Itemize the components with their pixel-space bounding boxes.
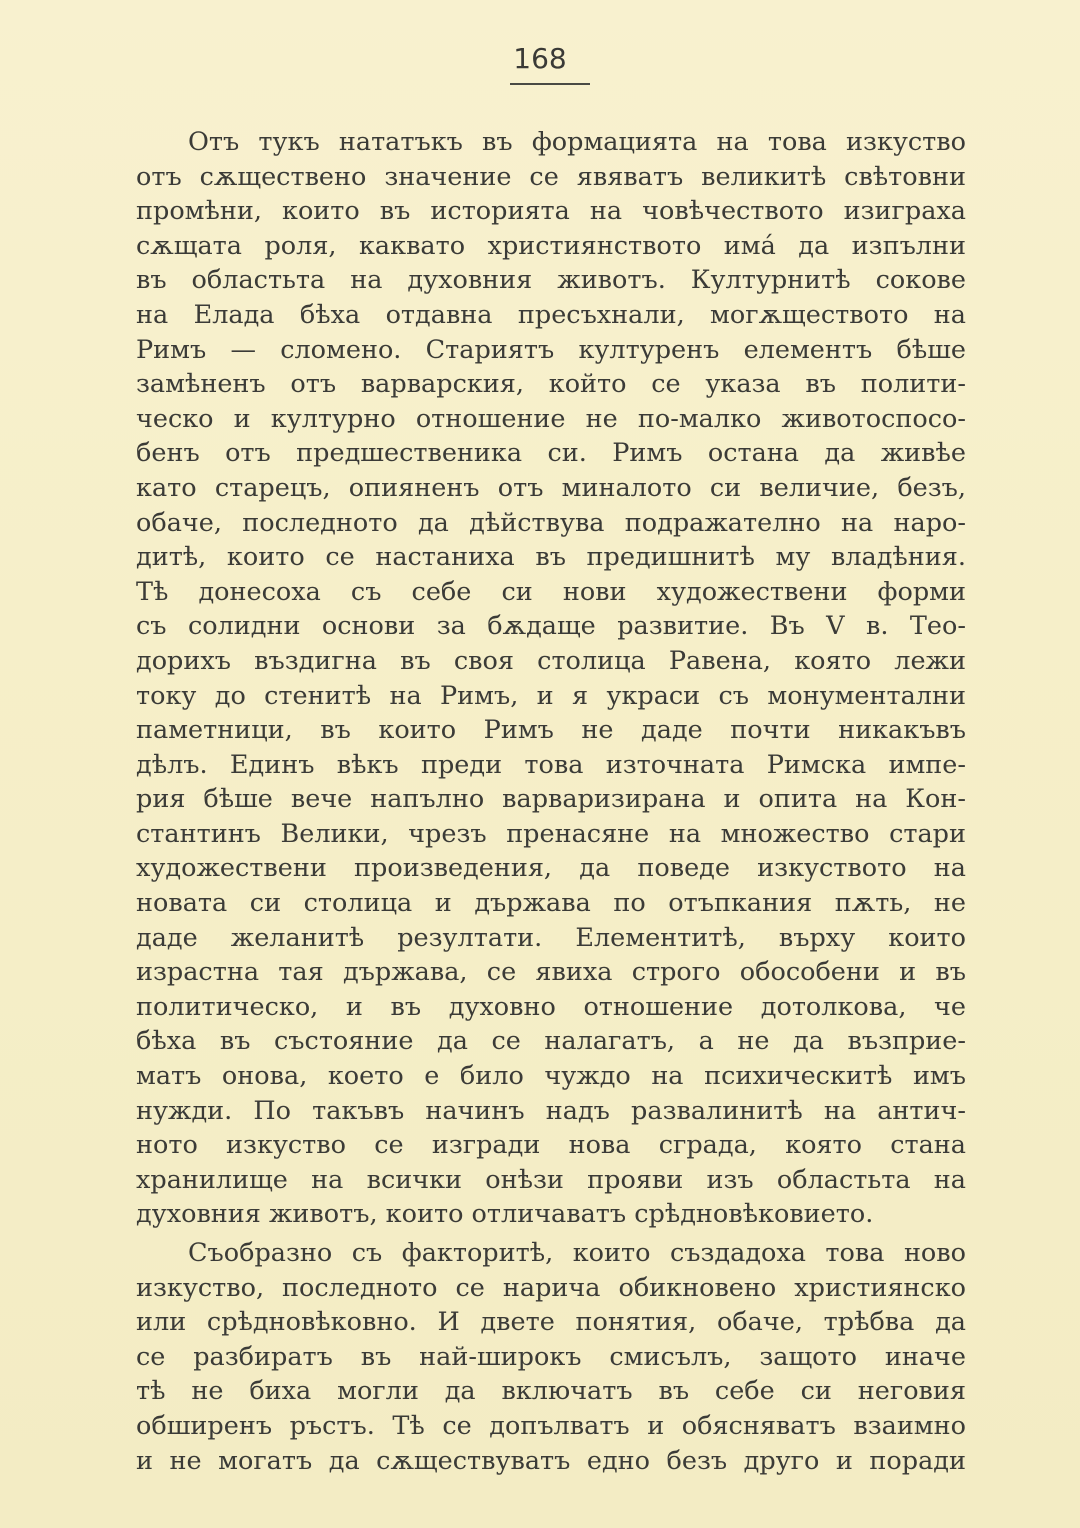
text-line: изкуство, последното се нарича обикновено християнско: [136, 1272, 966, 1303]
text-line: Тѣ донесоха съ себе си нови художествени форми: [136, 576, 966, 607]
text-line: матъ онова, което е било чуждо на психическитѣ имъ: [136, 1061, 966, 1092]
text-line: ното изкуство се изгради нова сграда, която стана: [136, 1130, 966, 1161]
text-line: хранилище на всички онѣзи прояви изъ областьта на: [136, 1164, 966, 1195]
text-line: бенъ отъ предшественика си. Римъ остана да живѣе: [136, 438, 966, 469]
text-line: дѣлъ. Единъ вѣкъ преди това източната Римска импе-: [136, 749, 966, 780]
text-line: духовния животъ, които отличаватъ срѣдновѣковието.: [136, 1199, 874, 1230]
text-line: замѣненъ отъ варварския, който се указа въ полити-: [136, 369, 966, 400]
body-text: [136, 125, 966, 1478]
text-line: новата си столица и държава по отъпкания пѫть, не: [136, 888, 966, 919]
text-line: съ солидни основи за бѫдаще развитие. Въ V в. Тео-: [136, 611, 966, 642]
paragraph-1: [136, 125, 966, 1232]
page-number: 168: [513, 42, 567, 75]
text-line: Съобразно съ факторитѣ, които създадоха това ново: [188, 1238, 966, 1268]
text-line: като старецъ, опияненъ отъ миналото си величие, безъ,: [136, 472, 966, 503]
text-line: промѣни, които въ историята на човѣчеството изиграха: [136, 196, 966, 227]
text-line: ческо и културно отношение не по-малко животоспосо-: [136, 403, 966, 434]
text-line: стантинъ Велики, чрезъ пренасяне на множество стари: [136, 818, 966, 849]
text-line: обаче, последното да дѣйствува подражателно на наро-: [136, 507, 966, 538]
text-line: даде желанитѣ резултати. Елементитѣ, върху които: [136, 922, 966, 953]
text-line: току до стенитѣ на Римъ, и я украси съ монументални: [136, 680, 966, 711]
text-line: се разбиратъ въ най-широкъ смисълъ, защото иначе: [136, 1341, 966, 1372]
text-line: въ областьта на духовния животъ. Културнитѣ сокове: [136, 265, 966, 296]
paragraph-2: [136, 1236, 966, 1478]
text-line: Отъ тукъ нататъкъ въ формацията на това изкуство: [188, 127, 966, 157]
text-line: обширенъ ръстъ. Тѣ се допълватъ и обясняватъ взаимно: [136, 1410, 966, 1441]
text-line: дорихъ въздигна въ своя столица Равена, която лежи: [136, 645, 966, 676]
text-line: или срѣдновѣковно. И двете понятия, обаче, трѣбва да: [136, 1307, 966, 1338]
page-number-underline: [510, 83, 590, 85]
text-line: художествени произведения, да поведе изкуството на: [136, 853, 966, 884]
text-line: бѣха въ състояние да се налагатъ, а не да възприе-: [136, 1026, 966, 1057]
text-line: отъ сѫществено значение се явяватъ великитѣ свѣтовни: [136, 161, 966, 192]
text-line: дитѣ, които се настаниха въ предишнитѣ му владѣния.: [136, 542, 966, 573]
text-line: и не могатъ да сѫществуватъ едно безъ друго и поради: [136, 1445, 966, 1476]
text-line: израстна тая държава, се явиха строго обособени и въ: [136, 957, 966, 988]
text-line: нужди. По такъвъ начинъ надъ развалинитѣ на антич-: [136, 1095, 966, 1126]
text-line: тѣ не биха могли да включатъ въ себе си неговия: [136, 1376, 966, 1407]
text-line: рия бѣше вече напълно варваризирана и опита на Кон-: [136, 784, 966, 815]
text-line: политическо, и въ духовно отношение дотолкова, че: [136, 991, 966, 1022]
text-line: паметници, въ които Римъ не даде почти никакъвъ: [136, 715, 966, 746]
text-line: сѫщата роля, каквато християнството имá да изпълни: [136, 230, 966, 261]
text-line: Римъ — сломено. Стариятъ културенъ елементъ бѣше: [136, 334, 966, 365]
text-line: на Елада бѣха отдавна пресъхнали, могѫществото на: [136, 299, 966, 330]
